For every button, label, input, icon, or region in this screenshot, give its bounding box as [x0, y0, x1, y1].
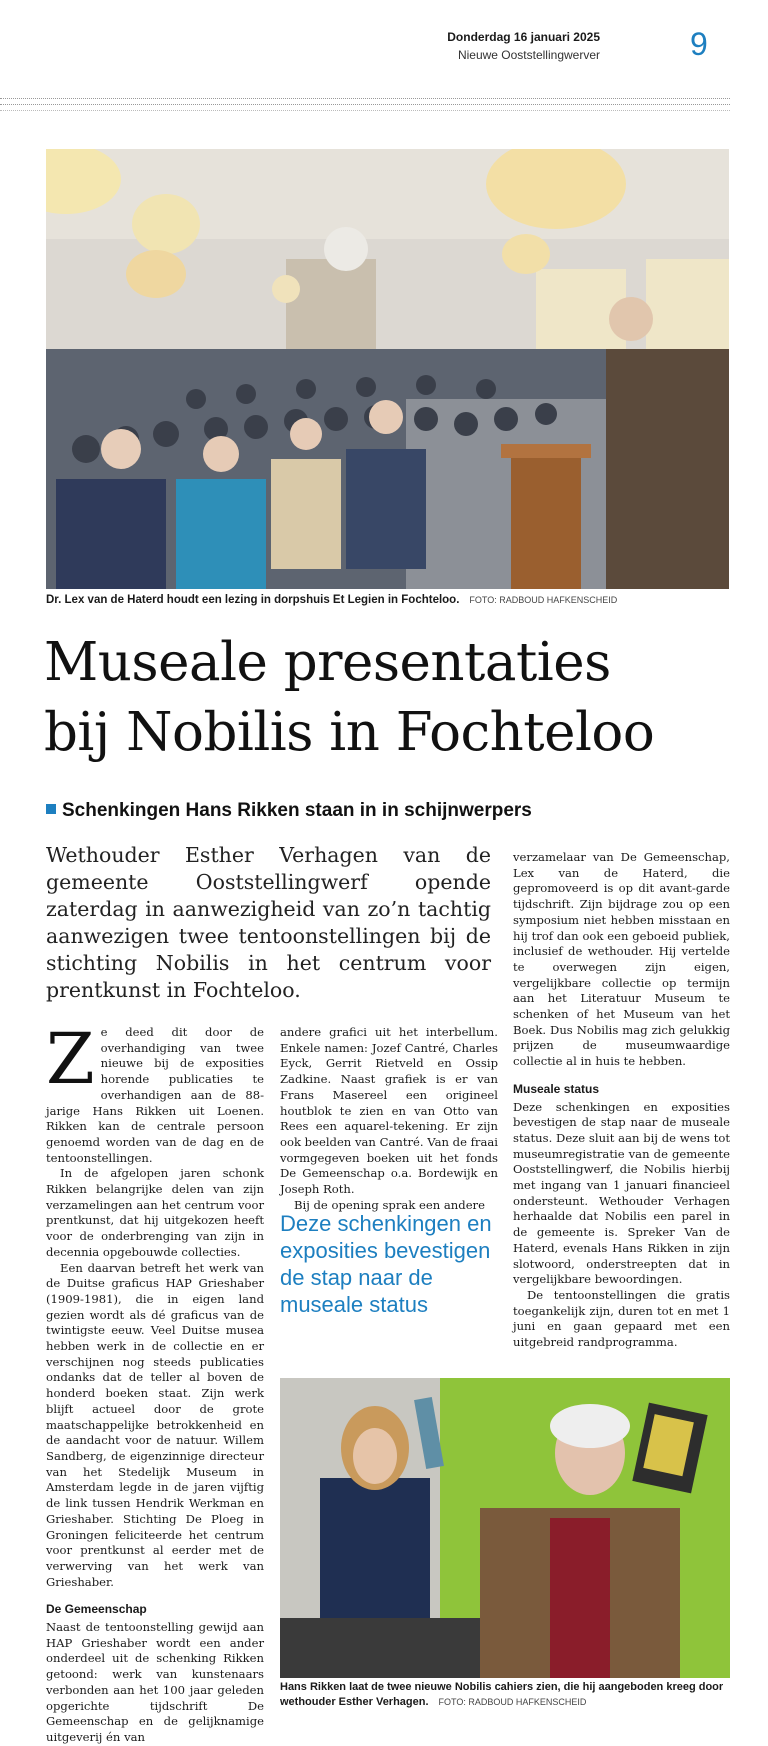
body-paragraph: Deze schenkingen en exposities bevestigen de stap naar de museale status. Deze sluit aan bij de wens tot museumregistratie van de gemeente Ooststellingwerf, die Nobilis hierbij met ingang van 1 januari financieel ondersteunt. Wethouder Verhagen herhaalde dat Nobilis een parel in de gemeente is. Spreker Van de Haterd, evenals Hans Rikken in zijn slotwoord, onderstreepten dat in vergelijkbare bewoordingen. [513, 1099, 730, 1287]
photo-caption [46, 592, 729, 608]
issue-date: Donderdag 16 januari 2025 [447, 30, 600, 44]
article-intro: Wethouder Esther Verhagen van de gemeente Ooststellingwerf opende zaterdag in aanwezigheid van zo’n tachtig aanwezigen twee tentoonstellingen bij de stichting Nobilis in het centrum voor prentkunst in Fochteloo. [46, 843, 491, 1002]
photo-credit: FOTO: RADBOUD HAFKENSCHEID [438, 1697, 587, 1707]
article-subheading [46, 800, 736, 822]
paragraph-text: e deed dit door de overhandiging van twee nieuwe bij de exposities horende publicaties te overhandigen aan de 88-jarige Hans Rikken uit Loenen. Rikken kan de centrale persoon genoemd worden van de dag en de tentoonstellingen. [46, 1025, 264, 1165]
article-headline [44, 628, 734, 768]
body-paragraph: verzamelaar van De Gemeenschap, Lex van de Haterd, die gepromoveerd is op dit avant-garde tijdschrift. Zijn bijdrage zou op een symposium niet hebben misstaan en hij trof dan ook een geboeid publiek, inclusief de wethouder. Hij vertelde te overwegen zijn eigen, vergelijkbare collectie op termijn aan het Literatuur Museum te schenken of het Museum van het Boek. Dus Nobilis mag zich gelukkig prijzen de museumwaardige collectie al in huis te hebben. [513, 850, 730, 1069]
article-column-1 [46, 1018, 264, 1746]
article-column-2 [280, 1025, 498, 1213]
body-paragraph: Naast de tentoonstelling gewijd aan HAP Grieshaber wordt een ander onderdeel uit de schenking Rikken getoond: werk van kunstenaars verbonden aan het 100 jaar geleden opgerichte tijdschrift De Gemeenschap en de gelijknamige uitgeverij én van [46, 1620, 264, 1744]
body-paragraph: In de afgelopen jaren schonk Rikken belangrijke delen van zijn verzamelingen aan het centrum voor prentkunst, dat hij uitgekozen heeft voor de onderbrenging van zijn in decennia opgebouwde collecties. [46, 1166, 264, 1259]
photo-caption [280, 1680, 735, 1710]
headline-line-2: bij Nobilis in Fochteloo [44, 702, 655, 763]
header-divider [0, 98, 730, 99]
subheading-text: Schenkingen Hans Rikken staan in in schijnwerpers [62, 800, 532, 821]
body-paragraph: Bij de opening sprak een andere [294, 1197, 485, 1212]
bullet-square-icon [46, 804, 56, 814]
caption-text: Dr. Lex van de Haterd houdt een lezing in dorpshuis Et Legien in Fochteloo. [46, 594, 460, 606]
presentation-photo [280, 1378, 730, 1678]
lecture-photo [46, 149, 729, 589]
photo-credit: FOTO: RADBOUD HAFKENSCHEID [469, 595, 618, 605]
page-header [0, 0, 768, 110]
body-paragraph: andere grafici uit het interbellum. Enkele namen: Jozef Cantré, Charles Eyck, Gerrit Rietveld en Ossip Zadkine. Naast grafiek is er van Frans Masereel een origineel houtblok te zien en van Otto van Rees een aquarel-tekening. Er zijn ook beelden van Cantré. Van de fraai vormgegeven boeken uit het fonds De Gemeenschap o.a. Bordewijk en Joseph Roth. [280, 1025, 498, 1197]
caption-text: Hans Rikken laat de twee nieuwe Nobilis cahiers zien, die hij aangeboden kreeg door wethouder Esther Verhagen. [280, 1681, 724, 1708]
header-divider [0, 110, 730, 111]
body-paragraph: De tentoonstellingen die gratis toegankelijk zijn, duren tot en met 1 juni en gaan gepaard met een uitgebreid randprogramma. [513, 1287, 730, 1350]
headline-line-1: Museale presentaties [44, 632, 611, 693]
section-heading: Museale status [513, 1081, 600, 1096]
newspaper-name: Nieuwe Ooststellingwerver [457, 48, 600, 62]
body-paragraph [46, 1018, 264, 1166]
header-divider [0, 104, 730, 105]
body-paragraph: Een daarvan betreft het werk van de Duitse graficus HAP Grieshaber (1909-1981), die in eigen land gezien wordt als dé graficus van de twintigste eeuw. Veel Duitse musea hebben werk in de collectie en er verschijnen nog steeds publicaties ondanks dat de teller al boven de honderd boeken staat. Zijn werk blijft actueel door de grote maatschappelijke betrokkenheid en de aandacht voor de natuur. Willem Sandberg, de eigenzinnige directeur van het Stedelijk Museum in Amsterdam legde in de jaren vijftig de link tussen Hendrik Werkman en Grieshaber. Stichting De Ploeg in Groningen feliciteerde het centrum voor prentkunst al eerder met de verwerving van het werk van Grieshaber. [46, 1260, 264, 1589]
page-number: 9 [690, 26, 708, 62]
section-heading: De Gemeenschap [46, 1602, 147, 1617]
drop-cap: Z [46, 1018, 95, 1100]
article-column-3 [513, 850, 730, 1351]
pull-quote: Deze schenkingen en exposities bevestigen de stap naar de museale status [280, 1211, 492, 1317]
